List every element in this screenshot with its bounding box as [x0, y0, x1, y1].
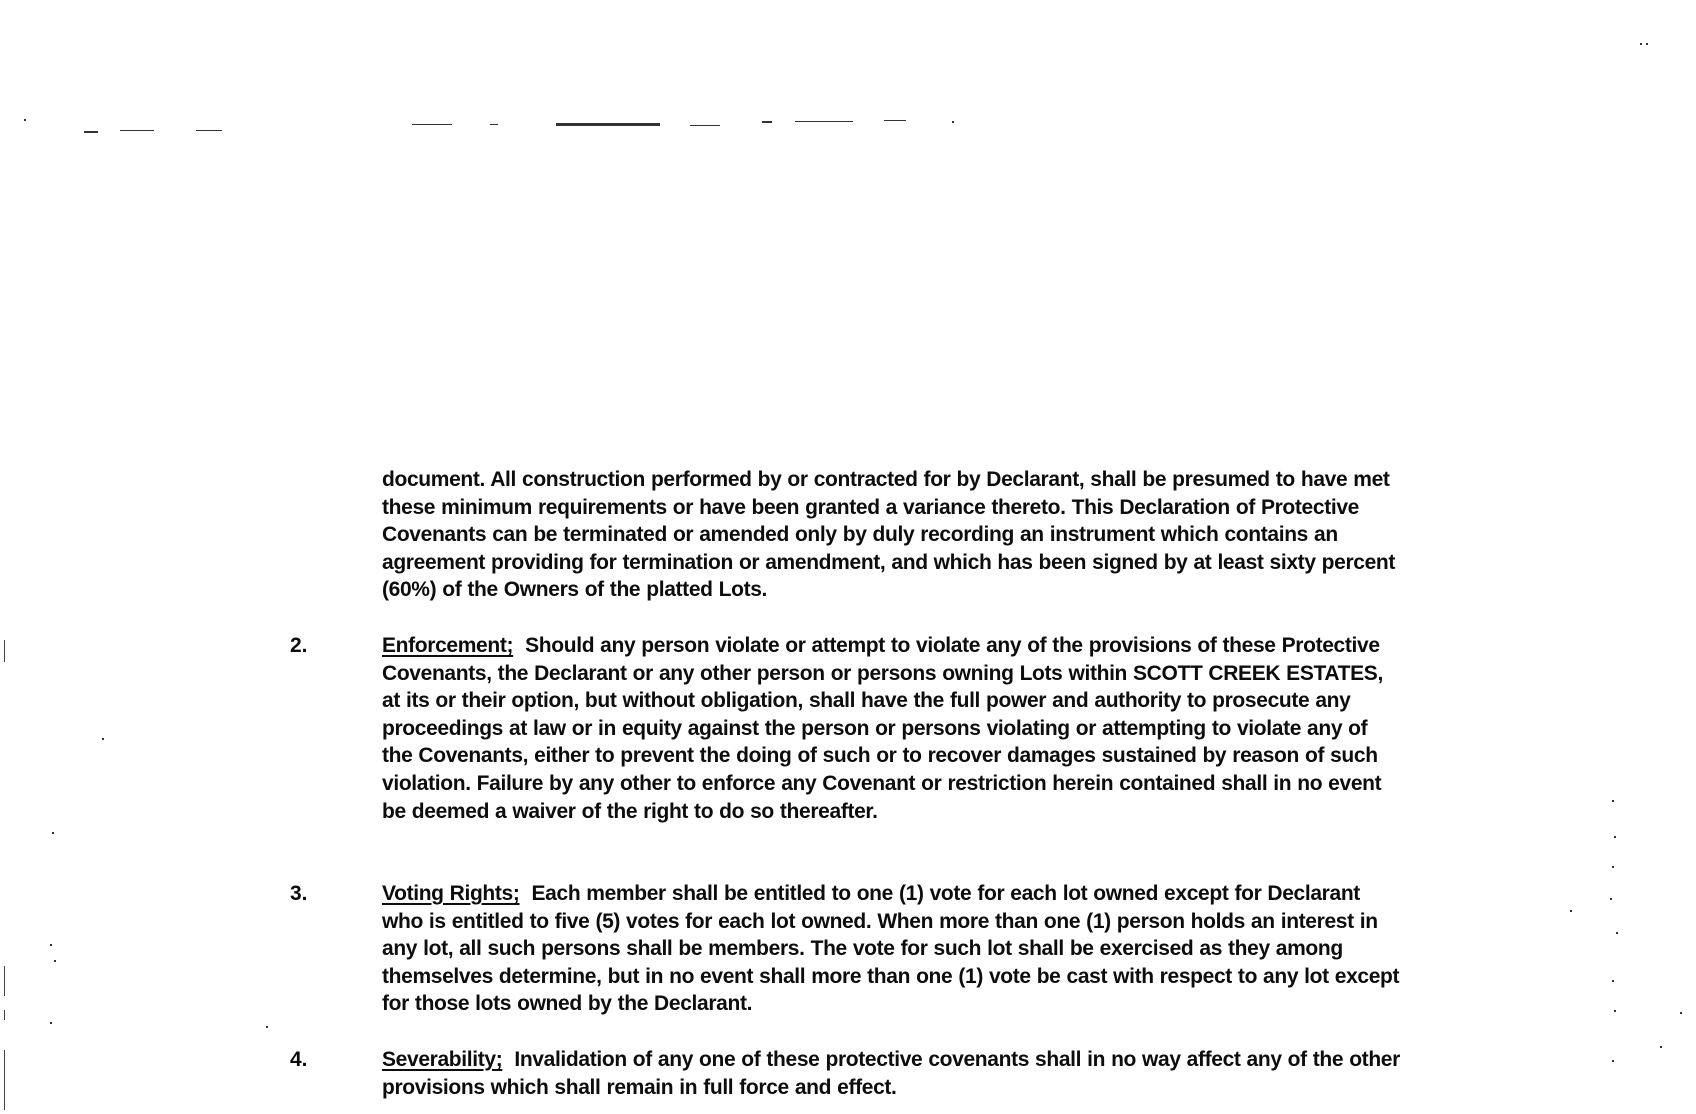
scan-speck [1680, 1012, 1682, 1014]
section-number: 4. [290, 1048, 308, 1071]
scan-speck [50, 944, 52, 946]
section-body [382, 880, 1402, 1018]
scan-speck [795, 121, 853, 122]
scan-speck [1612, 866, 1614, 868]
scan-speck [120, 130, 154, 131]
scan-speck [690, 125, 720, 126]
section-heading: Voting Rights; [382, 882, 520, 905]
scan-speck [1640, 43, 1642, 45]
scan-speck [1610, 898, 1612, 900]
scan-speck [4, 640, 5, 662]
scan-speck [412, 124, 452, 125]
scan-speck [266, 1026, 268, 1028]
scan-speck [1570, 910, 1572, 912]
scan-speck [52, 832, 54, 834]
scan-speck [1646, 43, 1648, 45]
section-number: 3. [290, 882, 308, 905]
section-body [382, 632, 1402, 825]
scan-speck [4, 966, 5, 996]
scan-speck [1616, 932, 1618, 934]
scan-speck [762, 121, 772, 123]
scan-speck [54, 960, 56, 962]
scan-speck [952, 121, 954, 123]
continuation-paragraph: document. All construction performed by or contracted for by Declarant, shall be presumed to have met these minimum requirements or have been granted a variance thereto. This Declaration of Protective Covenants can be terminated or amended only by duly recording an instrument which contains an agreement providing for termination or amendment, and which has been signed by at least sixty percent (60%) of the Owners of the platted Lots. [382, 468, 1396, 602]
scan-speck [50, 1022, 52, 1024]
scan-speck [4, 1010, 5, 1020]
scan-speck [1612, 980, 1614, 982]
scan-speck [1612, 1060, 1614, 1062]
scan-speck [1614, 836, 1616, 838]
scan-speck [1612, 800, 1614, 802]
scan-speck [556, 123, 660, 126]
scan-speck [24, 119, 26, 121]
section-heading: Enforcement; [382, 634, 514, 657]
scan-speck [1614, 1010, 1616, 1012]
scan-speck [884, 120, 906, 121]
section-text: Should any person violate or attempt to violate any of the provisions of these Protective Covenants, the Declarant or any other person or persons owning Lots within SCOTT CREEK ESTATES, at its or their option, but without obligation, shall have the full power and authority to prosecute any proceedings at law or in equity against the person or persons violating or attempting to violate any of the Covenants, either to prevent the doing of such or to recover damages sustained by reason of such violation. Failure by any other to enforce any Covenant or restriction herein contained shall in no event be deemed a waiver of the right to do so thereafter. [382, 634, 1383, 823]
scan-speck [84, 131, 98, 133]
section-number: 2. [290, 634, 308, 657]
section-body [382, 1046, 1402, 1101]
section-text: Invalidation of any one of these protective covenants shall in no way affect any of the other provisions which shall remain in full force and effect. [382, 1048, 1400, 1099]
scan-speck [4, 1050, 5, 1110]
scan-speck [102, 738, 104, 740]
section-text: Each member shall be entitled to one (1) vote for each lot owned except for Declarant who is entitled to five (5) votes for each lot owned. When more than one (1) person holds an interest in any lot, all such persons shall be members. The vote for such lot shall be exercised as they among themselves determine, but in no event shall more than one (1) vote be cast with respect to any lot except for those lots owned by the Declarant. [382, 882, 1400, 1016]
scan-speck [196, 130, 222, 131]
scan-speck [1660, 1046, 1662, 1048]
scan-speck [490, 124, 498, 125]
section-heading: Severability; [382, 1048, 503, 1071]
